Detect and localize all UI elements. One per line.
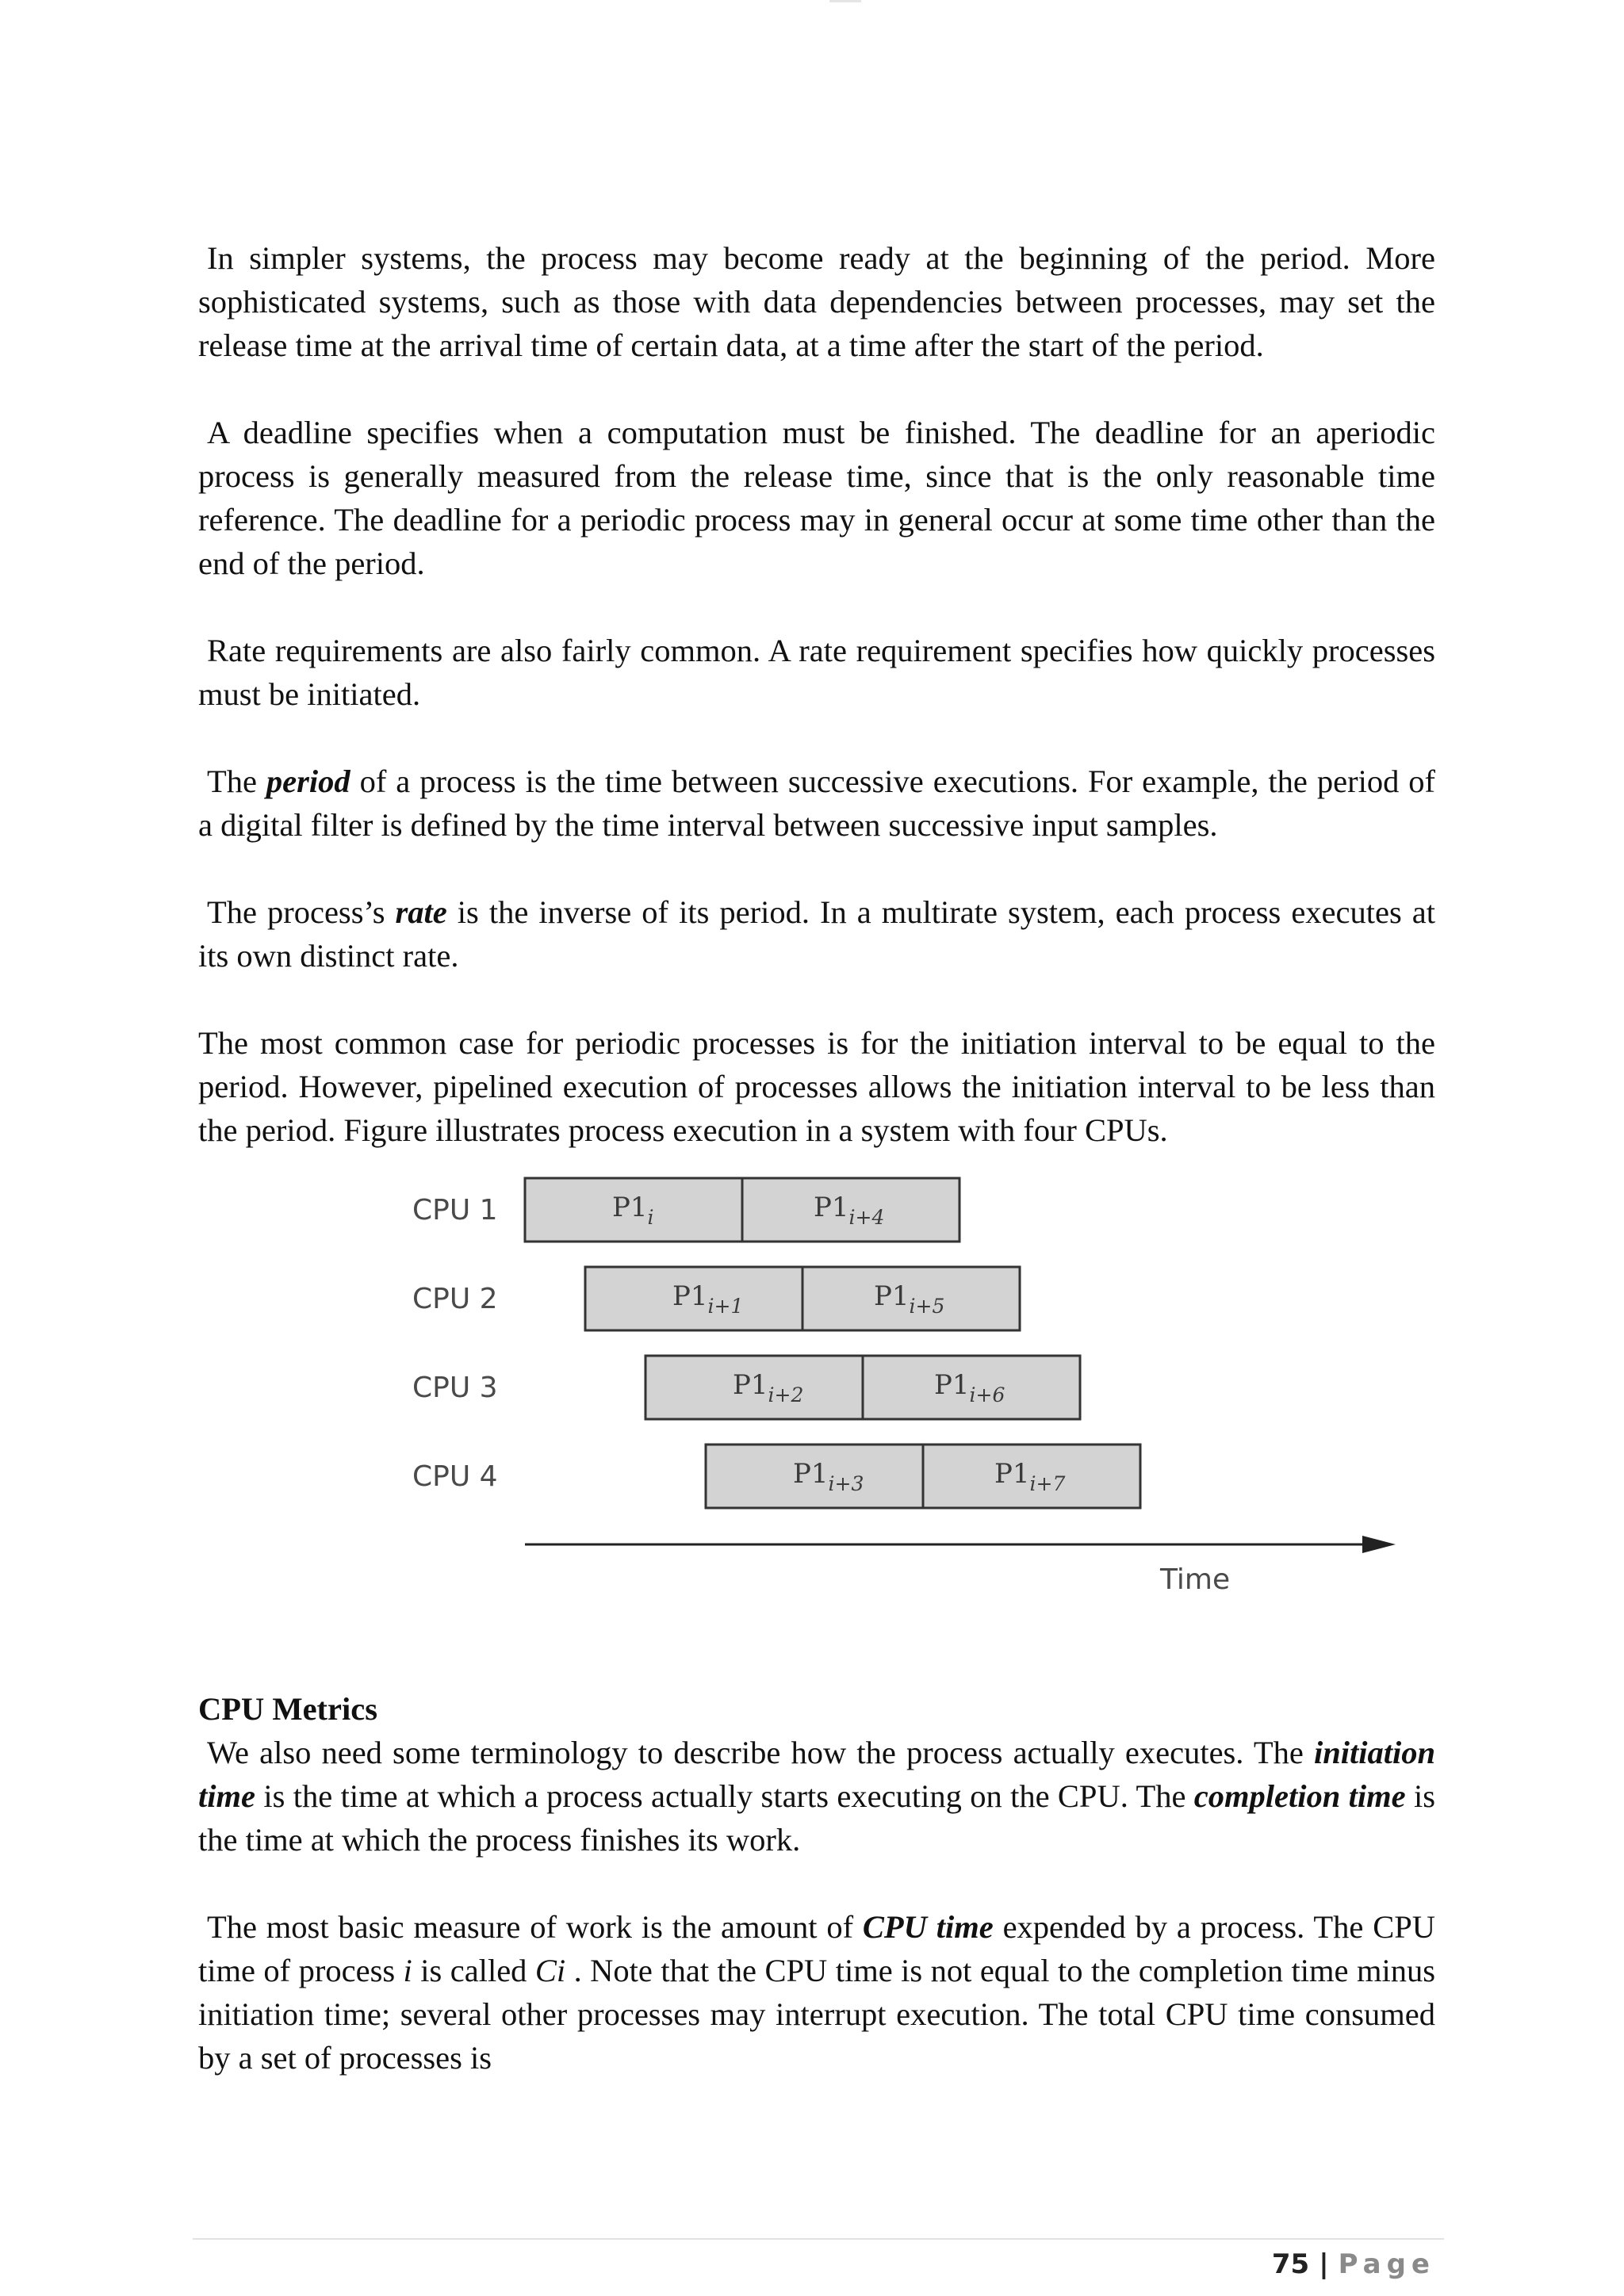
time-label: Time: [1160, 1563, 1231, 1596]
text-segment: is the time at which a process actually starts executing on the CPU. The: [255, 1778, 1194, 1814]
text-segment: is the inverse of its period. In a multirate system, each process executes at its own distinct rate.: [198, 894, 1435, 974]
text-segment: is called: [412, 1953, 535, 1988]
task-label: $P1_{i+1}$: [672, 1280, 744, 1318]
page-number: 75: [1271, 2248, 1310, 2280]
emphasized-term: initiation time: [198, 1735, 1435, 1814]
cpu-label: CPU 4: [412, 1460, 498, 1493]
emphasized-term: rate: [395, 894, 447, 930]
page-footer: [1272, 2245, 1435, 2283]
text-segment: The most common case for periodic processes is for the initiation interval to be equal to the period. However, pipelined execution of processes allows the initiation interval to be less than the period. Figure illustrates process execution in a system with four CPUs.: [198, 1025, 1435, 1148]
page-body: [198, 236, 1435, 2080]
paragraph-p4: [198, 760, 1435, 847]
page-label: Page: [1338, 2248, 1435, 2280]
text-segment: We also need some terminology to describe how the process actually executes. The: [207, 1735, 1314, 1770]
text-segment: The process’s: [207, 894, 396, 930]
text-segment: The most basic measure of work is the amount of: [207, 1909, 863, 1945]
paragraph-p2: [198, 411, 1435, 585]
text-segment: of a process is the time between successive executions. For example, the period of a digital filter is defined by the time interval between successive input samples.: [198, 763, 1436, 843]
text-segment: In simpler systems, the process may become ready at the beginning of the period. More sophisticated systems, such as those with data dependencies between processes, may set the release time at the arrival time of certain data, at a time after the start of the period.: [198, 240, 1435, 363]
text-segment: Rate requirements are also fairly common. A rate requirement specifies how quickly processes must be initiated.: [198, 633, 1435, 712]
cpu-label: CPU 1: [412, 1194, 498, 1226]
paragraph-p8: [198, 1905, 1435, 2080]
text-segment: . Note that the CPU time is not equal to the completion time minus initiation time; several other processes may interrupt execution. The total CPU time consumed by a set of processes is: [198, 1953, 1435, 2076]
text-segment: Ci: [534, 1953, 566, 1988]
text-segment: A deadline specifies when a computation must be finished. The deadline for an aperiodic process is generally measured from the release time, since that is the only reasonable time reference. The deadline for a periodic process may in general occur at some time other than the end of the period.: [198, 415, 1435, 581]
task-label: $P1_{i+2}$: [733, 1369, 804, 1406]
pipelined-execution-figure: [198, 1173, 1435, 1687]
task-label: $P1_{i+5}$: [874, 1280, 945, 1318]
paragraph-p1: [198, 236, 1435, 367]
paragraph-p5: [198, 890, 1435, 978]
text-segment: expended by a process. The CPU time of process: [198, 1909, 1435, 1988]
text-segment: The: [207, 763, 266, 799]
task-label: $P1_{i+7}$: [994, 1458, 1066, 1495]
emphasized-term: completion time: [1193, 1778, 1406, 1814]
footer-separator: |: [1319, 2248, 1329, 2280]
time-arrowhead: [1362, 1536, 1396, 1553]
task-label: $P1_{i+4}$: [814, 1192, 885, 1229]
section-heading: CPU Metrics: [198, 1691, 378, 1727]
emphasized-term: period: [266, 763, 350, 799]
paragraphs-before-figure: [198, 236, 1435, 1152]
paragraph-p3: [198, 629, 1435, 716]
task-label: $P1_{i+6}$: [934, 1369, 1005, 1406]
task-label: $P1_{i+3}$: [793, 1458, 864, 1495]
paragraph-p7: [198, 1731, 1435, 1862]
figure-svg: [198, 1173, 1435, 1687]
paragraph-p6: [198, 1021, 1435, 1152]
text-segment: is the time at which the process finishes its work.: [198, 1778, 1436, 1858]
text-segment: i: [403, 1953, 412, 1988]
cpu-label: CPU 3: [412, 1372, 498, 1404]
footer-rule: [193, 2238, 1444, 2240]
emphasized-term: CPU time: [862, 1909, 994, 1945]
task-label: $P1_i$: [612, 1192, 654, 1229]
top-margin-mark: [829, 0, 861, 2]
cpu-label: CPU 2: [412, 1283, 498, 1315]
paragraphs-after-figure: [198, 1731, 1435, 2080]
